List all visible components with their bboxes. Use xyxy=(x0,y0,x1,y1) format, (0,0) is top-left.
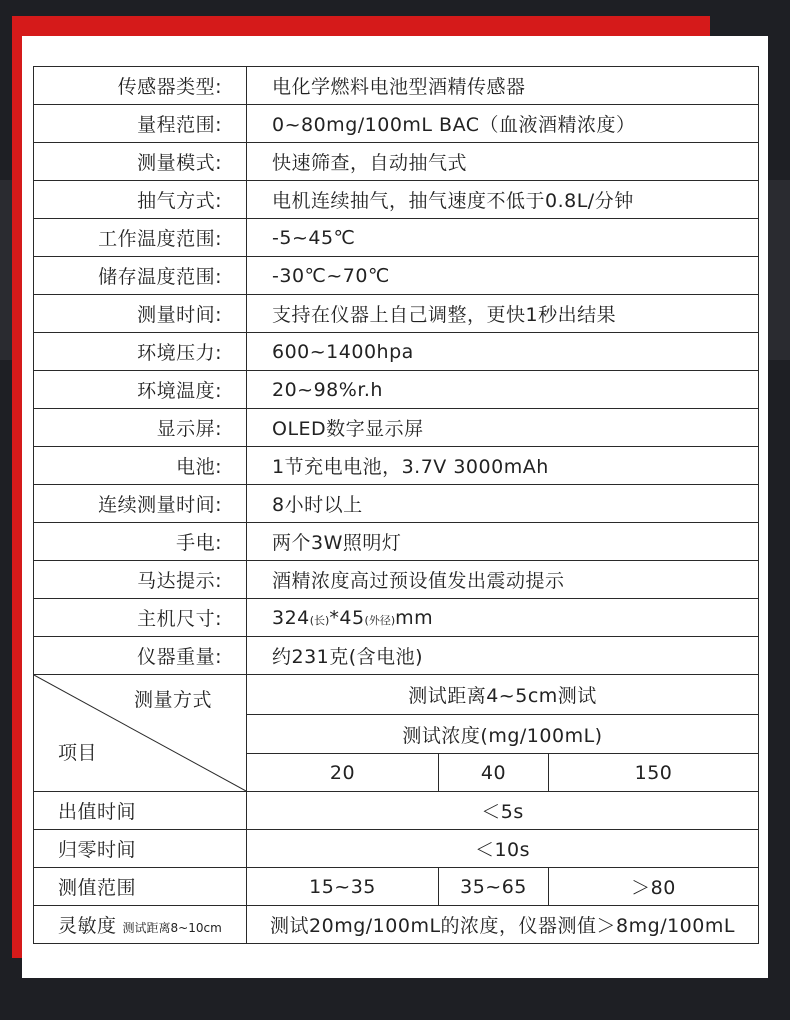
spec-value: 支持在仪器上自己调整，更快1秒出结果 xyxy=(247,295,759,333)
perf-corner-cell xyxy=(34,675,247,792)
spec-value: 电化学燃料电池型酒精传感器 xyxy=(247,67,759,105)
spec-row xyxy=(34,333,759,371)
size-row xyxy=(34,599,759,637)
size-value: 324(长)*45(外径)mm xyxy=(247,599,759,637)
spec-row xyxy=(34,409,759,447)
spec-row xyxy=(34,257,759,295)
sensitivity-label: 灵敏度 xyxy=(58,915,117,937)
spec-row xyxy=(34,561,759,599)
output-time-value: ＜5s xyxy=(247,792,759,830)
spec-row xyxy=(34,105,759,143)
spec-value: 快速筛查，自动抽气式 xyxy=(247,143,759,181)
range-row xyxy=(34,868,759,906)
spec-row xyxy=(34,447,759,485)
spec-label: 显示屏: xyxy=(34,409,247,447)
spec-row xyxy=(34,295,759,333)
spec-value: 电机连续抽气，抽气速度不低于0.8L/分钟 xyxy=(247,181,759,219)
weight-value: 约231克(含电池) xyxy=(247,637,759,675)
sensitivity-label-cell xyxy=(34,906,247,944)
range-value-40: 35~65 xyxy=(439,868,549,906)
spec-row xyxy=(34,143,759,181)
spec-value: 600~1400hpa xyxy=(247,333,759,371)
reset-time-row xyxy=(34,830,759,868)
spec-row xyxy=(34,371,759,409)
spec-label: 抽气方式: xyxy=(34,181,247,219)
spec-value: 1节充电电池，3.7V 3000mAh xyxy=(247,447,759,485)
size-label: 主机尺寸: xyxy=(34,599,247,637)
sensitivity-note: 测试距离8~10cm xyxy=(122,921,222,935)
spec-label: 环境压力: xyxy=(34,333,247,371)
spec-label: 量程范围: xyxy=(34,105,247,143)
spec-row xyxy=(34,67,759,105)
range-value-20: 15~35 xyxy=(247,868,439,906)
spec-value: 两个3W照明灯 xyxy=(247,523,759,561)
output-time-row xyxy=(34,792,759,830)
spec-table xyxy=(33,66,759,944)
spec-row xyxy=(34,523,759,561)
weight-label: 仪器重量: xyxy=(34,637,247,675)
spec-value: 20~98%r.h xyxy=(247,371,759,409)
spec-label: 测量模式: xyxy=(34,143,247,181)
spec-label: 连续测量时间: xyxy=(34,485,247,523)
range-value-150: ＞80 xyxy=(549,868,759,906)
spec-label: 储存温度范围: xyxy=(34,257,247,295)
level-150: 150 xyxy=(549,754,759,792)
range-label: 测值范围 xyxy=(34,868,247,906)
spec-label: 环境温度: xyxy=(34,371,247,409)
output-time-label: 出值时间 xyxy=(34,792,247,830)
level-40: 40 xyxy=(439,754,549,792)
spec-row xyxy=(34,219,759,257)
spec-label: 马达提示: xyxy=(34,561,247,599)
spec-label: 电池: xyxy=(34,447,247,485)
spec-row xyxy=(34,181,759,219)
reset-time-value: ＜10s xyxy=(247,830,759,868)
spec-label: 工作温度范围: xyxy=(34,219,247,257)
perf-header-row-1 xyxy=(34,675,759,715)
sensitivity-row xyxy=(34,906,759,944)
spec-value: 酒精浓度高过预设值发出震动提示 xyxy=(247,561,759,599)
corner-label-method: 测量方式 xyxy=(133,689,212,711)
test-distance: 测试距离4~5cm测试 xyxy=(247,675,759,715)
corner-label-item: 项目 xyxy=(58,742,98,764)
weight-row xyxy=(34,637,759,675)
sensitivity-value: 测试20mg/100mL的浓度，仪器测值＞8mg/100mL xyxy=(247,906,759,944)
spec-row xyxy=(34,485,759,523)
spec-value: -30℃~70℃ xyxy=(247,257,759,295)
spec-value: 8小时以上 xyxy=(247,485,759,523)
spec-label: 手电: xyxy=(34,523,247,561)
spec-label: 测量时间: xyxy=(34,295,247,333)
spec-label: 传感器类型: xyxy=(34,67,247,105)
level-20: 20 xyxy=(247,754,439,792)
spec-value: 0~80mg/100mL BAC（血液酒精浓度） xyxy=(247,105,759,143)
test-concentration: 测试浓度(mg/100mL) xyxy=(247,715,759,754)
spec-value: -5~45℃ xyxy=(247,219,759,257)
spec-value: OLED数字显示屏 xyxy=(247,409,759,447)
reset-time-label: 归零时间 xyxy=(34,830,247,868)
